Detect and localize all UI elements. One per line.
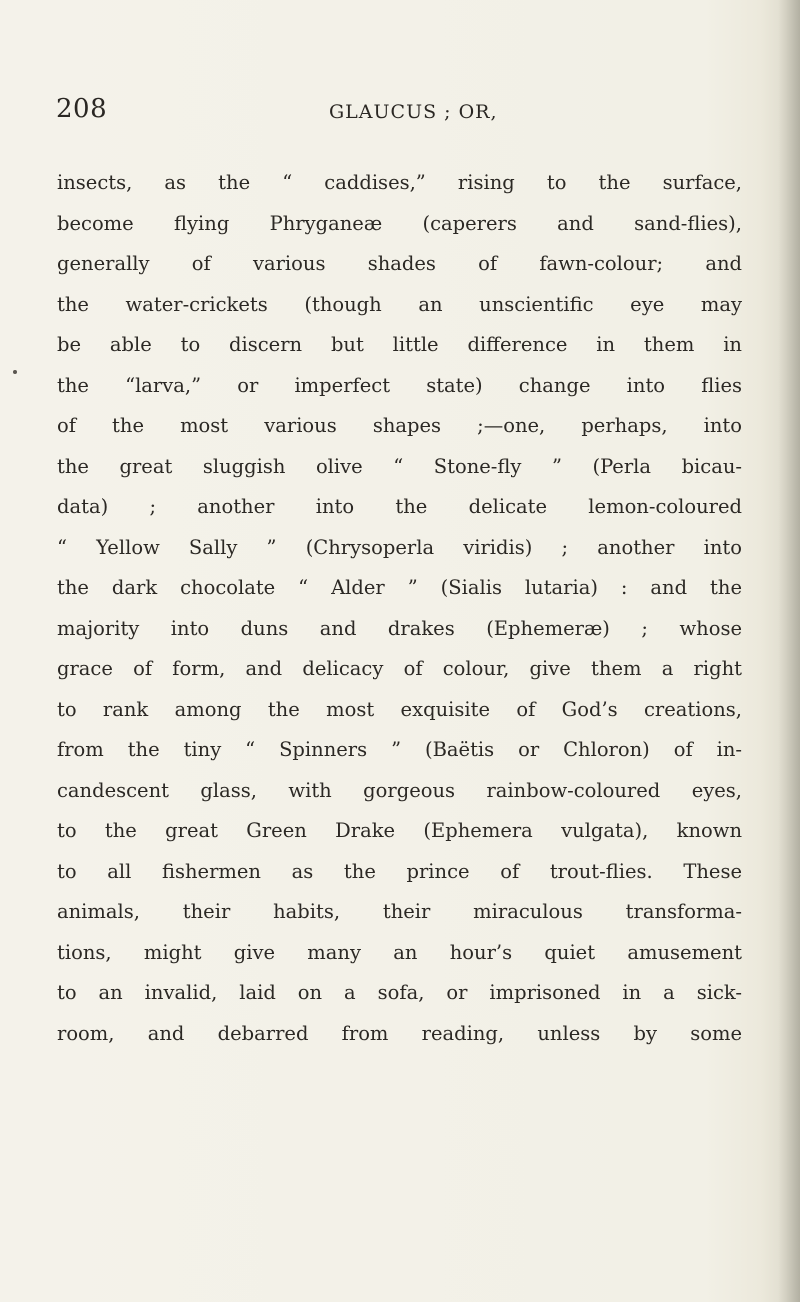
page-number: 208: [56, 94, 108, 124]
text-line: grace of form, and delicacy of colour, give them a right: [57, 657, 742, 680]
text-line: candescent glass, with gorgeous rainbow-coloured eyes,: [57, 778, 742, 802]
text-line: to an invalid, laid on a sofa, or imprisoned in a sick-: [57, 981, 742, 1004]
page-edge-shadow: [778, 0, 800, 1302]
text-line: the “larva,” or imperfect state) change into flies: [57, 373, 742, 397]
text-line: from the tiny “ Spinners ” (Baëtis or Chloron) of in-: [57, 738, 742, 761]
text-line: majority into duns and drakes (Ephemeræ) ; whose: [57, 616, 742, 640]
paper-speck: [13, 370, 17, 374]
text-line: to all fishermen as the prince of trout-flies. These: [57, 859, 742, 883]
text-line: the water-crickets (though an unscientific eye may: [57, 292, 742, 316]
text-line: generally of various shades of fawn-colour; and: [57, 252, 742, 275]
text-line: the dark chocolate “ Alder ” (Sialis lutaria) : and the: [57, 576, 742, 599]
text-line: room, and debarred from reading, unless by some: [57, 1021, 742, 1045]
body-text: [57, 163, 742, 1054]
text-line: become flying Phryganeæ (caperers and sand-flies),: [57, 211, 742, 235]
running-head: GLAUCUS ; OR,: [329, 101, 498, 123]
text-line: data) ; another into the delicate lemon-coloured: [57, 495, 742, 518]
text-line: be able to discern but little difference in them in: [57, 333, 742, 356]
text-line: the great sluggish olive “ Stone-fly ” (Perla bicau-: [57, 454, 742, 478]
text-line: “ Yellow Sally ” (Chrysoperla viridis) ; another into: [57, 535, 742, 559]
text-line: insects, as the “ caddises,” rising to the surface,: [57, 171, 742, 194]
text-line: to the great Green Drake (Ephemera vulgata), known: [57, 819, 742, 842]
text-line: to rank among the most exquisite of God’s creations,: [57, 697, 742, 721]
text-line: animals, their habits, their miraculous transforma-: [57, 900, 742, 923]
text-line: of the most various shapes ;—one, perhaps, into: [57, 414, 742, 437]
text-line: tions, might give many an hour’s quiet amusement: [57, 940, 742, 964]
